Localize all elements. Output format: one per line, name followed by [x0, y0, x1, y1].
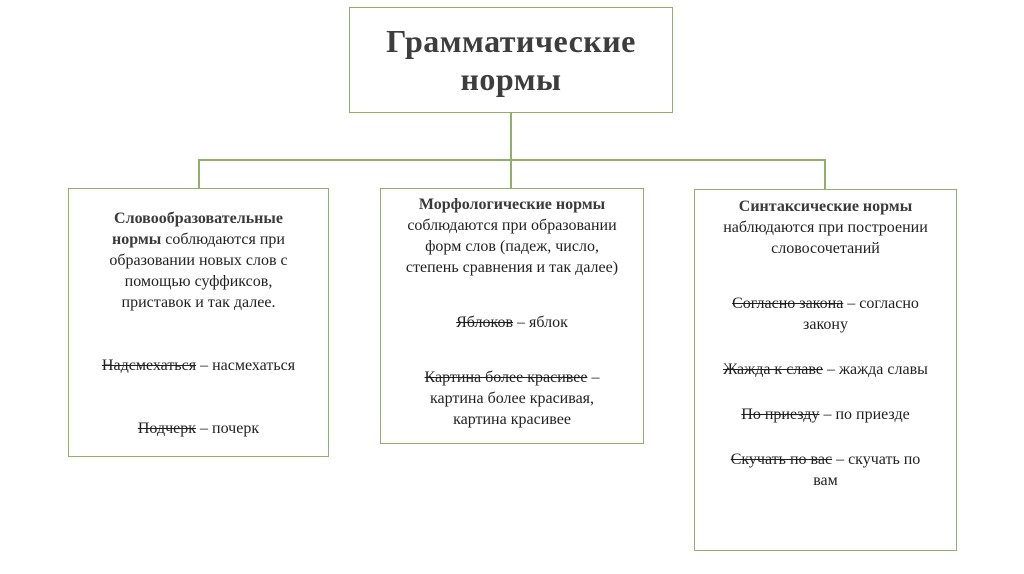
example-wrong: Надсмехаться [101, 357, 197, 374]
example-wrong: Жажда к славе [723, 361, 823, 378]
word-formation-heading [75, 208, 322, 313]
title-box [349, 7, 673, 113]
example-sep: – [819, 406, 836, 423]
example-right: по приезде [835, 406, 910, 423]
desc-line-4: приставок и так далее. [121, 294, 276, 311]
morphological-heading [387, 194, 637, 278]
example-sep: – [822, 361, 839, 378]
connector-horizontal [198, 159, 825, 161]
heading-bold: Морфологические нормы [418, 196, 606, 213]
example-sep: – [513, 314, 530, 331]
example-wrong: Подчерк [137, 420, 197, 437]
example-right: жажда славы [838, 361, 928, 378]
example-sep: – [196, 420, 213, 437]
example-item [387, 367, 637, 430]
example-sep: – [843, 295, 860, 312]
syntactic-norms-box [694, 189, 957, 551]
desc-line-2: словосочетаний [771, 240, 880, 257]
example-wrong: Яблоков [456, 314, 514, 331]
syntactic-heading [701, 196, 950, 259]
desc-line-2: форм слов (падеж, число, [425, 238, 599, 255]
example-right-1: скучать по [848, 451, 921, 468]
title-line-2: нормы [460, 61, 562, 97]
morphological-norms-box [380, 188, 644, 444]
title-line-1: Грамматические [386, 23, 636, 59]
example-right-2: закону [803, 316, 848, 333]
example-right: почерк [212, 420, 260, 437]
word-formation-norms-box [68, 188, 329, 457]
desc-line-1: соблюдаются при [161, 231, 285, 248]
desc-line-1: наблюдаются при построении [723, 219, 928, 236]
example-sep: – [196, 357, 213, 374]
example-wrong: Картина более красивее [424, 369, 588, 386]
example-wrong: По приезду [741, 406, 820, 423]
connector-trunk [510, 113, 512, 159]
example-wrong: Согласно закона [732, 295, 844, 312]
example-right: насмехаться [212, 357, 296, 374]
example-right: яблок [529, 314, 568, 331]
example-item [701, 293, 950, 335]
example-sep: – [587, 369, 600, 386]
example-item [75, 355, 322, 376]
desc-line-3: помощью суффиксов, [124, 273, 273, 290]
desc-line-1: соблюдаются при образовании [407, 217, 617, 234]
desc-line-3: степень сравнения и так далее) [405, 259, 619, 276]
example-right-1: картина более красивая, [429, 390, 595, 407]
example-item [701, 359, 950, 380]
connector-left [198, 159, 200, 188]
connector-middle [510, 159, 512, 188]
example-item [701, 404, 950, 425]
example-item [75, 418, 322, 439]
desc-line-2: образовании новых слов с [109, 252, 288, 269]
example-item [387, 312, 637, 333]
example-right-1: согласно [859, 295, 919, 312]
example-item [701, 449, 950, 491]
example-right-2: картина красивее [453, 411, 571, 428]
heading-bold: Синтаксические нормы [738, 198, 913, 215]
heading-bold-2: нормы [112, 231, 162, 248]
connector-right [824, 159, 826, 189]
example-wrong: Скучать по вас [730, 451, 833, 468]
example-right-2: вам [813, 472, 838, 489]
heading-bold-1: Словообразовательные [114, 210, 283, 227]
example-sep: – [832, 451, 849, 468]
